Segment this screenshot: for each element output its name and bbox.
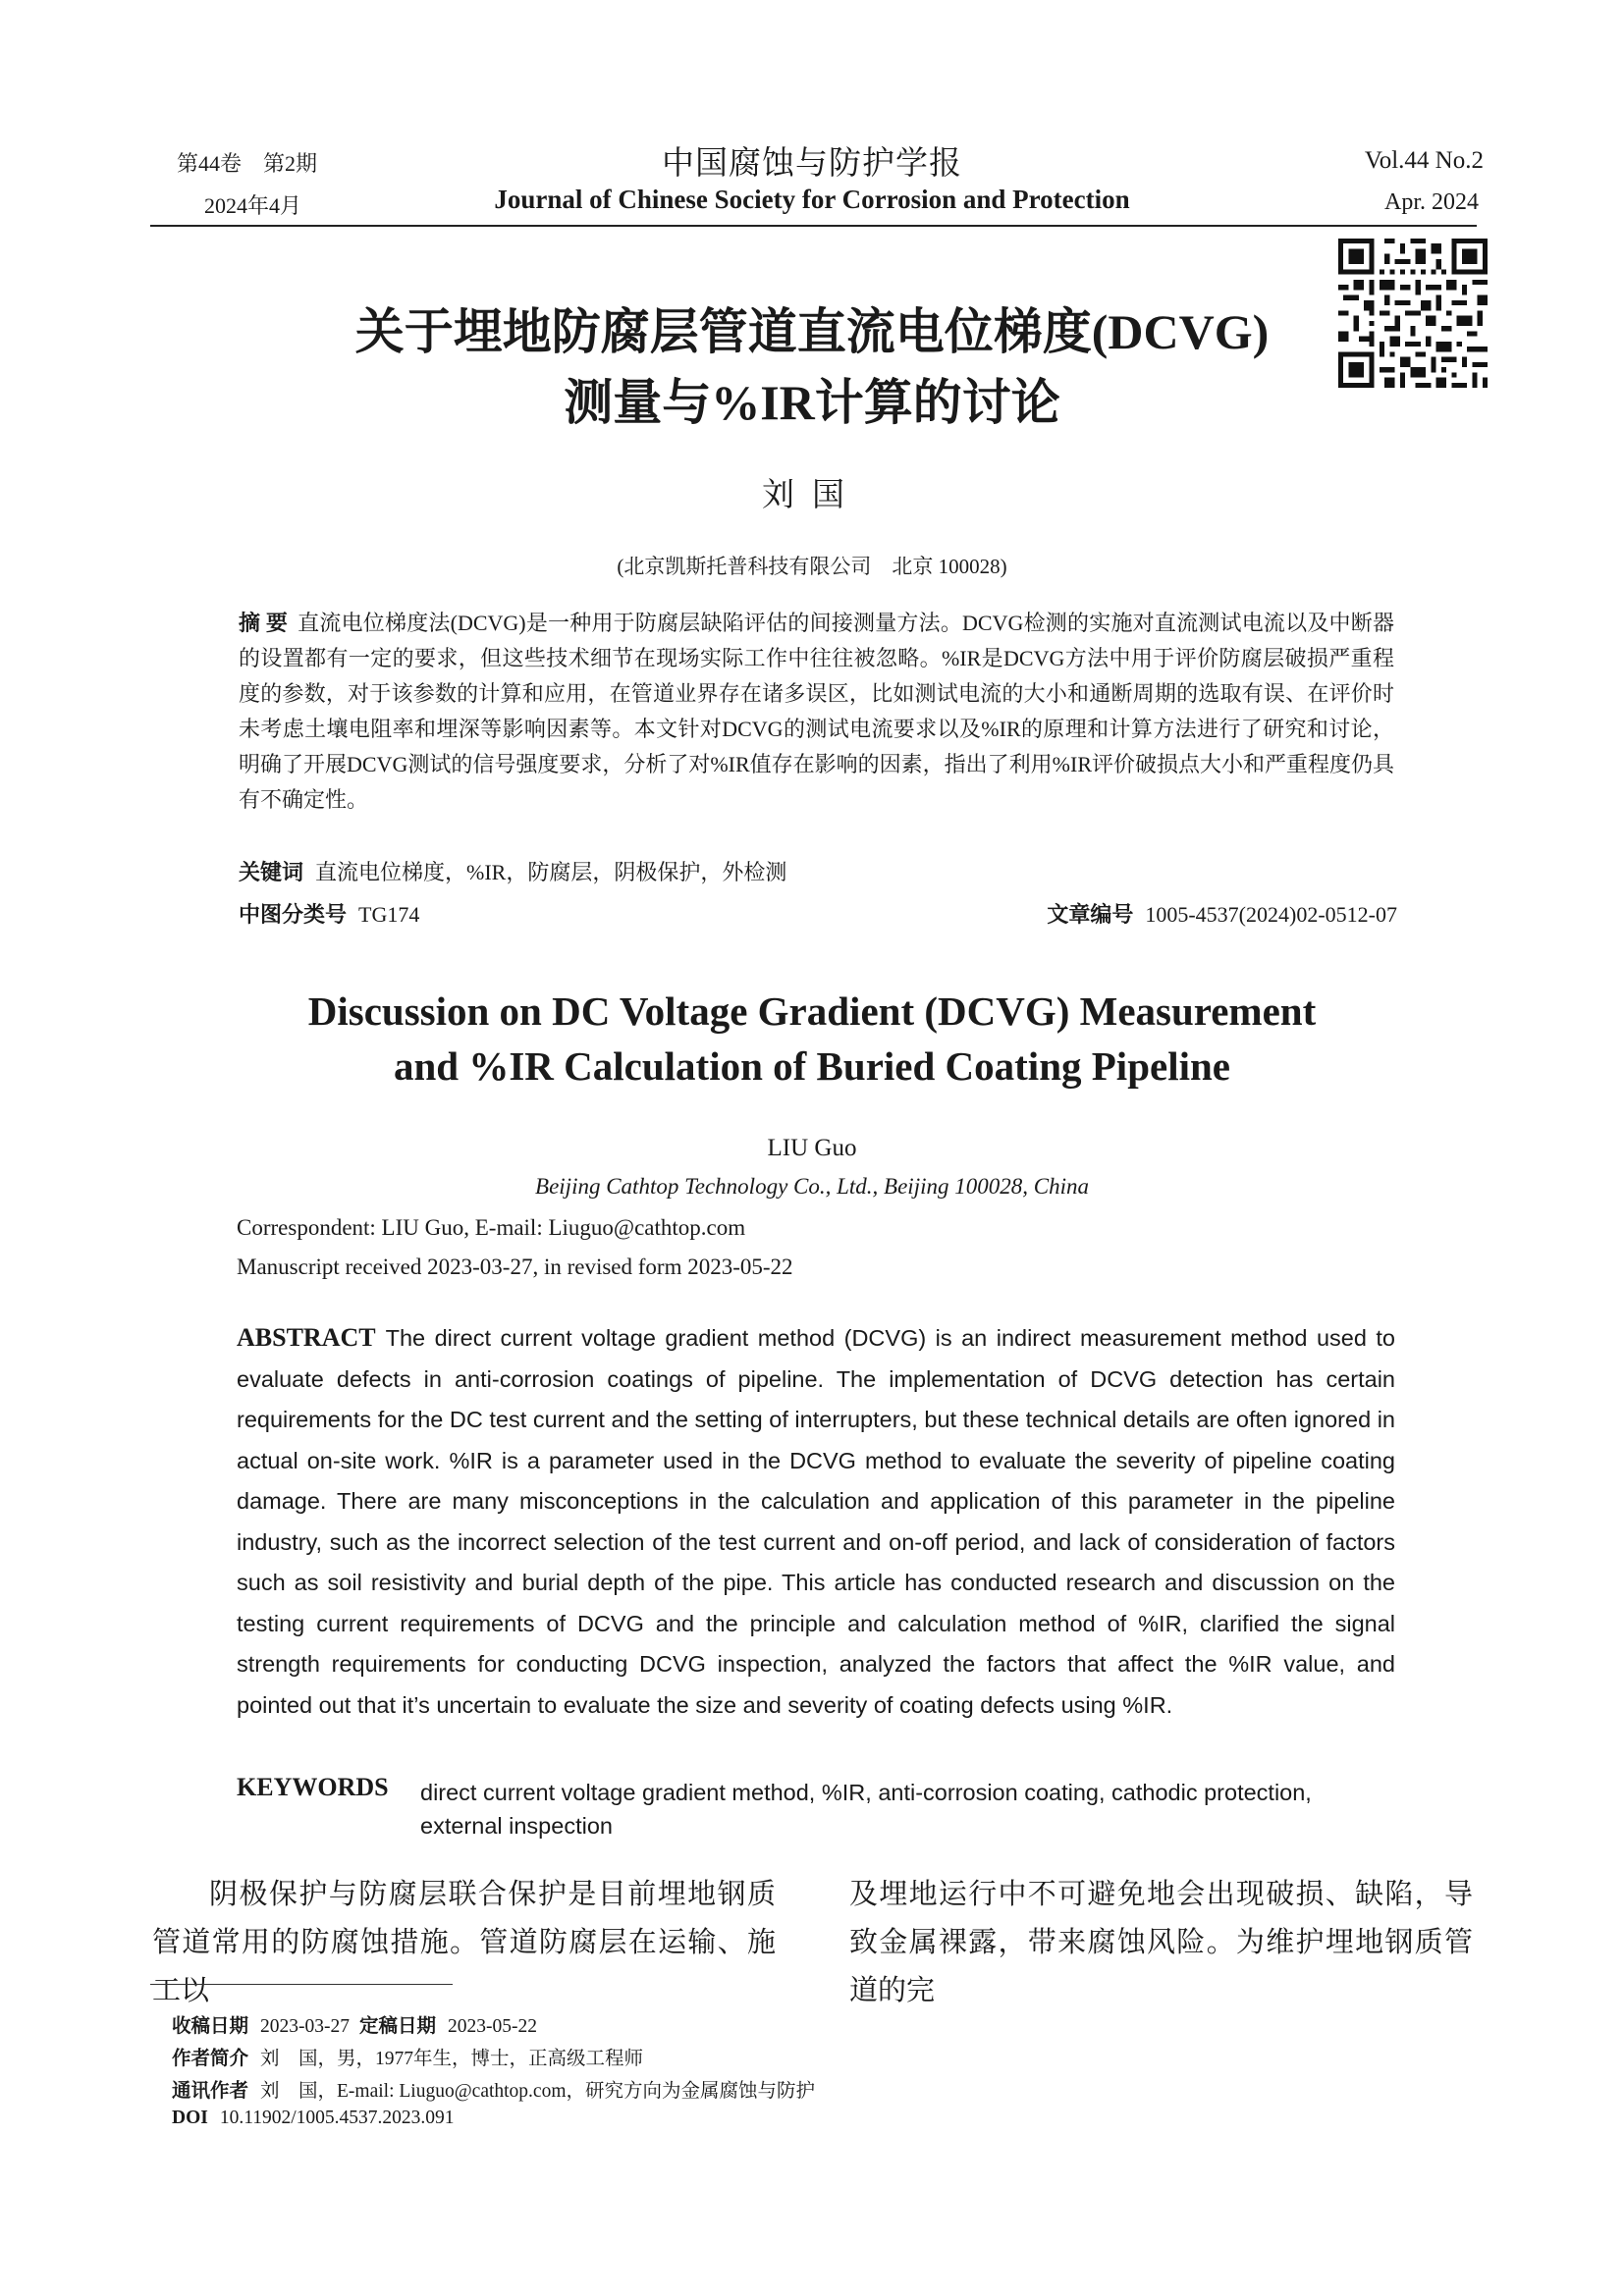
article-number-label: 文章编号 xyxy=(1047,902,1134,927)
article-number-value: 1005-4537(2024)02-0512-07 xyxy=(1145,902,1397,927)
abstract-en xyxy=(237,1318,1395,1726)
abstract-cn-label: 摘 要 xyxy=(239,611,289,635)
footnote-rule xyxy=(150,1984,453,1985)
keywords-cn-label: 关键词 xyxy=(239,860,304,884)
corr-value: 刘 国，E-mail: Liuguo@cathtop.com，研究方向为金属腐蚀与防护 xyxy=(260,2081,816,2102)
received-label: 收稿日期 xyxy=(172,2016,249,2037)
title-cn-line2: 测量与%IR计算的讨论 xyxy=(564,375,1060,430)
journal-name-cn: 中国腐蚀与防护学报 xyxy=(662,146,962,182)
received-value: 2023-03-27 xyxy=(260,2016,351,2037)
classification-value: TG174 xyxy=(358,902,420,927)
affiliation-en: Beijing Cathtop Technology Co., Ltd., Beijing 100028, China xyxy=(535,1174,1089,1199)
abstract-en-label: ABSTRACT xyxy=(237,1323,376,1352)
manuscript-dates: Manuscript received 2023-03-27, in revised form 2023-05-22 xyxy=(237,1255,793,1279)
doi-value: 10.11902/1005.4537.2023.091 xyxy=(219,2108,455,2128)
footnote-dates xyxy=(172,2010,537,2038)
doi-label: DOI xyxy=(172,2108,208,2128)
author-en: LIU Guo xyxy=(767,1135,857,1161)
footnote-corresponding xyxy=(172,2075,815,2103)
abstract-cn-text: 直流电位梯度法(DCVG)是一种用于防腐层缺陷评估的间接测量方法。DCVG检测的实施对直流测试电流以及中断器的设置都有一定的要求，但这些技术细节在现场实际工作中往往被忽略。%IR是DCVG方法中用于评价防腐层破损严重程度的参数，对于该参数的计算和应用，在管道业界存在诸多误区，比如测试电流的大小和通断周期的选取有误、在评价时未考虑土壤电阻率和埋深等影响因素等。本文针对DCVG的测试电流要求以及%IR的原理和计算方法进行了研究和讨论，明确了开展DCVG测试的信号强度要求，分析了对%IR值存在影响的因素，指出了利用%IR评价破损点大小和严重程度仍具有不确定性。 xyxy=(239,611,1394,812)
author-cn: 刘国 xyxy=(762,478,862,513)
abstract-cn xyxy=(239,606,1394,818)
classification-label: 中图分类号 xyxy=(239,902,348,927)
title-en-line2: and %IR Calculation of Buried Coating Pipeline xyxy=(394,1043,1230,1089)
affiliation-cn: (北京凯斯托普科技有限公司 北京 100028) xyxy=(617,555,1007,578)
footnote-doi xyxy=(172,2108,455,2129)
classification-number xyxy=(239,898,419,929)
article-number xyxy=(1047,898,1397,929)
body-column-right: 及埋地运行中不可避免地会出现破损、缺陷，导致金属裸露，带来腐蚀风险。为维护埋地钢质管道的完 xyxy=(849,1879,1473,2006)
header-rule xyxy=(150,225,1477,227)
accepted-value: 2023-05-22 xyxy=(448,2016,538,2037)
footnote-bio xyxy=(172,2043,643,2070)
keywords-en-text: direct current voltage gradient method, %IR, anti-corrosion coating, cathodic protection, external inspection xyxy=(420,1780,1312,1839)
bio-label: 作者简介 xyxy=(172,2049,249,2069)
corr-label: 通讯作者 xyxy=(172,2081,249,2102)
journal-name-en: Journal of Chinese Society for Corrosion and Protection xyxy=(494,185,1130,214)
keywords-cn xyxy=(239,856,786,886)
title-cn-line1: 关于埋地防腐层管道直流电位梯度(DCVG) xyxy=(354,304,1270,359)
body-column-left: 阴极保护与防腐层联合保护是目前埋地钢质管道常用的防腐蚀措施。管道防腐层在运输、施工以 xyxy=(152,1879,776,2006)
date-cn: 2024年4月 xyxy=(204,193,302,218)
accepted-label: 定稿日期 xyxy=(359,2016,437,2037)
abstract-en-text: The direct current voltage gradient method (DCVG) is an indirect measurement method used to evaluate defects in anti-corrosion coatings of pipeline. The implementation of DCVG detection has certain requirements for the DC test current and the setting of interrupters, but these technical details are often ignored in actual on-site work. %IR is a parameter used in the DCVG method to evaluate the severity of pipeline coating damage. There are many misconceptions in the calculation and application of this parameter in the pipeline industry, such as the incorrect selection of the test current and on-off period, and lack of consideration of factors such as soil resistivity and burial depth of the pipe. This article has conducted research and discussion on the testing current requirements of DCVG and the principle and calculation method of %IR, clarified the signal strength requirements for conducting DCVG inspection, analyzed the factors that affect the %IR value, and pointed out that it’s uncertain to evaluate the size and severity of coating defects using %IR. xyxy=(237,1325,1395,1718)
correspondent: Correspondent: LIU Guo, E-mail: Liuguo@cathtop.com xyxy=(237,1215,746,1240)
volume-issue-cn: 第44卷 第2期 xyxy=(177,151,318,176)
bio-value: 刘 国，男，1977年生，博士，正高级工程师 xyxy=(260,2049,644,2069)
volume-issue-en: Vol.44 No.2 xyxy=(1364,147,1484,174)
keywords-cn-text: 直流电位梯度，%IR，防腐层，阴极保护，外检测 xyxy=(315,860,787,884)
date-en: Apr. 2024 xyxy=(1384,189,1479,215)
title-en-line1: Discussion on DC Voltage Gradient (DCVG) Measurement xyxy=(307,988,1317,1034)
keywords-en-label: KEYWORDS xyxy=(237,1773,389,1801)
